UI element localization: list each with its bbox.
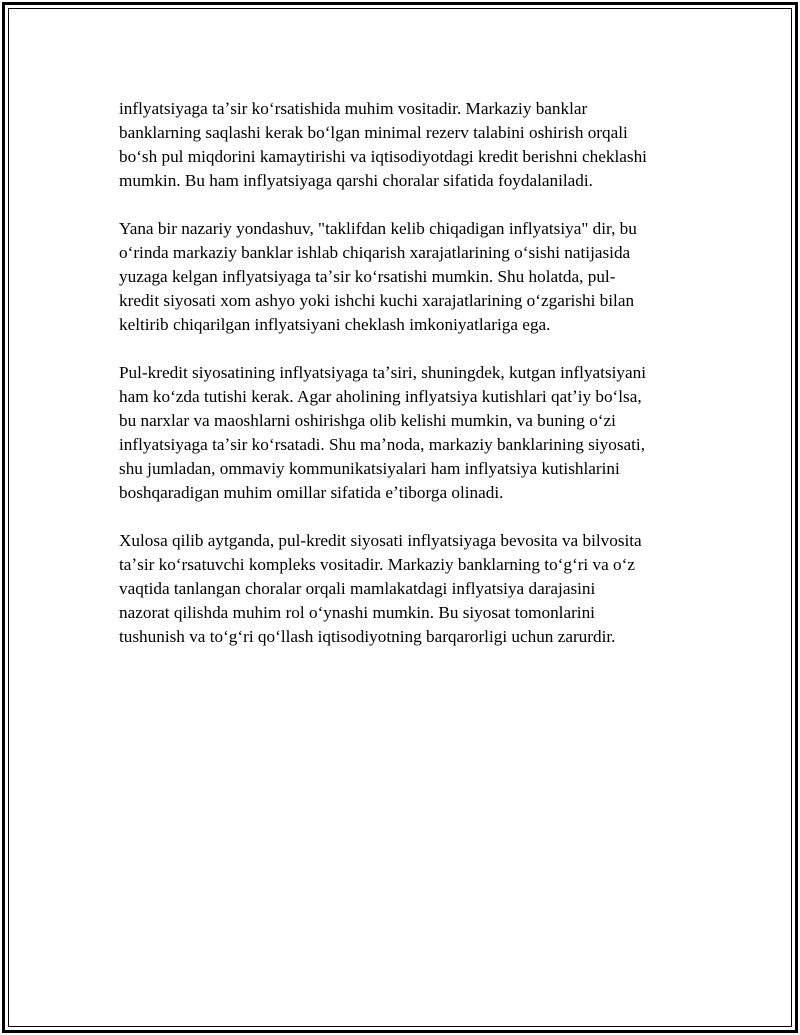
document-page [2, 2, 798, 1033]
document-body [119, 97, 699, 673]
paragraph-inflation-expectations: Pul-kredit siyosatining inflyatsiyaga taʼsiri, shuningdek, kutgan inflyatsiyani ham koʻzda tutishi kerak. Agar aholining inflyatsiya kutishlari qatʼiy boʻlsa, bu narxlar va maoshlarni oshirishga olib kelishi mumkin, va buning oʻzi inflyatsiyaga taʼsir koʻrsatadi. Shu maʼnoda, markaziy banklarining siyosati, shu jumladan, ommaviy kommunikatsiyalari ham inflyatsiya kutishlarini boshqaradigan muhim omillar sifatida eʼtiborga olinadi. [119, 363, 647, 502]
paragraph-conclusion: Xulosa qilib aytganda, pul-kredit siyosati inflyatsiyaga bevosita va bilvosita taʼsir koʻrsatuvchi kompleks vositadir. Markaziy banklarning toʻgʻri va oʻz vaqtida tanlangan choralar orqali mamlakatdagi inflyatsiya darajasini nazorat qilishda muhim rol oʻynashi mumkin. Bu siyosat tomonlarini tushunish va toʻgʻri qoʻllash iqtisodiyotning barqarorligi uchun zarurdir. [119, 531, 642, 646]
paragraph-cost-push-inflation: Yana bir nazariy yondashuv, "taklifdan kelib chiqadigan inflyatsiya" dir, bu oʻrinda markaziy banklar ishlab chiqarish xarajatlarining oʻsishi natijasida yuzaga kelgan inflyatsiyaga taʼsir koʻrsatishi mumkin. Shu holatda, pul- kredit siyosati xom ashyo yoki ishchi kuchi xarajatlarining oʻzgarishi bilan keltirib chiqarilgan inflyatsiyani cheklash imkoniyatlariga ega. [119, 219, 637, 334]
paragraph-reserve-requirements: inflyatsiyaga taʼsir koʻrsatishida muhim vositadir. Markaziy banklar banklarning saqlashi kerak boʻlgan minimal rezerv talabini oshirish orqali boʻsh pul miqdorini kamaytirishi va iqtisodiyotdagi kredit berishni cheklashi mumkin. Bu ham inflyatsiyaga qarshi choralar sifatida foydalaniladi. [119, 99, 647, 190]
